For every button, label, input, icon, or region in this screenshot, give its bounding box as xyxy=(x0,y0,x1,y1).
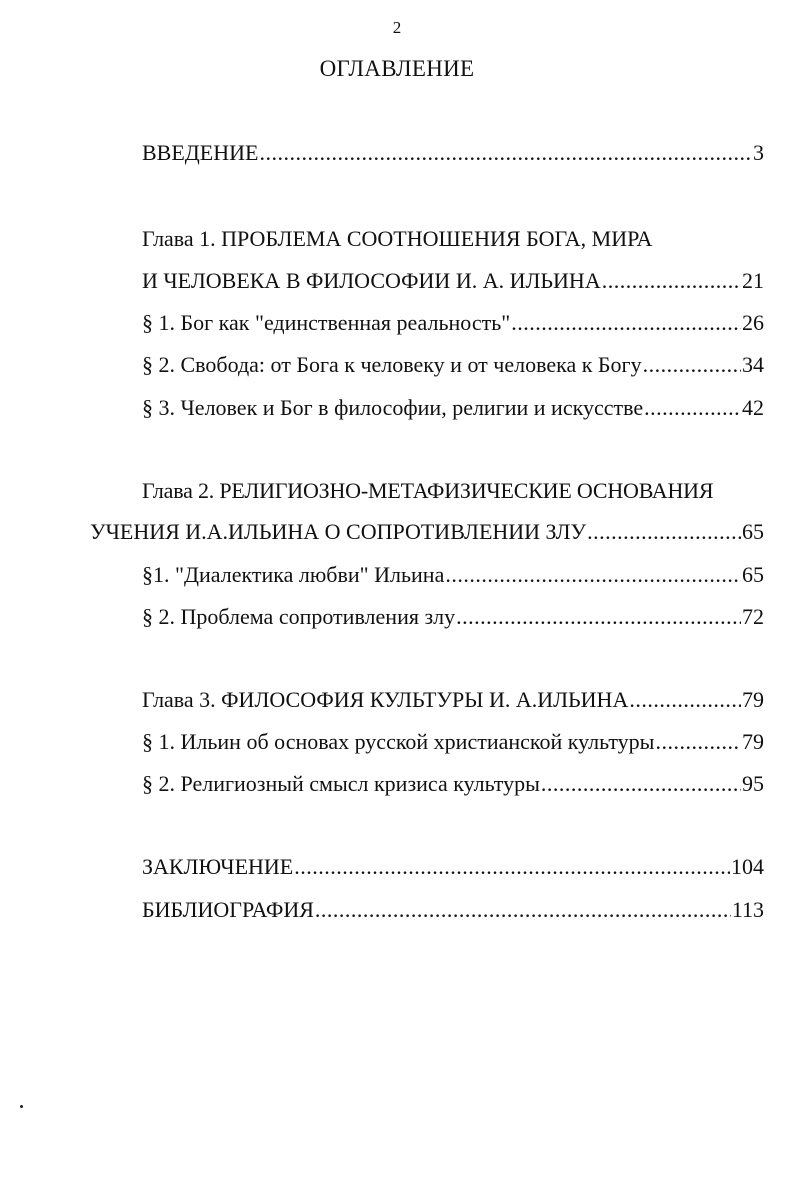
toc-entry-text: § 2. Свобода: от Бога к человеку и от человека к Богу xyxy=(142,352,642,377)
toc-entry-page: 3 xyxy=(753,140,764,165)
toc-chapter1-heading: Глава 1. ПРОБЛЕМА СООТНОШЕНИЯ БОГА, МИРА xyxy=(142,226,653,251)
toc-entry-text: § 3. Человек и Бог в философии, религии и искусстве xyxy=(142,395,644,420)
toc-entry-page: 26 xyxy=(742,310,764,335)
toc-entry-text: ЗАКЛЮЧЕНИЕ xyxy=(142,854,294,879)
toc-entry-page: 113 xyxy=(731,897,764,922)
dot-leader xyxy=(644,395,741,421)
toc-entry-text: § 1. Бог как "единственная реальность" xyxy=(142,310,511,335)
toc-entry-text: § 2. Религиозный смысл кризиса культуры xyxy=(142,771,540,796)
toc-entry-chapter1-section3[interactable] xyxy=(142,395,764,421)
page-title: ОГЛАВЛЕНИЕ xyxy=(319,56,475,81)
toc-entry-page: 65 xyxy=(742,562,764,587)
toc-entry-page: 65 xyxy=(742,519,764,544)
toc-entry-text: § 2. Проблема сопротивления злу xyxy=(142,604,456,629)
toc-entry-text: Глава 3. ФИЛОСОФИЯ КУЛЬТУРЫ И. А.ИЛЬИНА xyxy=(142,687,629,712)
dot-leader xyxy=(259,140,752,166)
toc-entry-chapter3-section2[interactable] xyxy=(142,771,764,797)
toc-entry-chapter1-section1[interactable] xyxy=(142,310,764,336)
toc-entry-page: 34 xyxy=(742,352,764,377)
dot-leader xyxy=(456,604,741,630)
dot-leader xyxy=(445,562,741,588)
dot-leader xyxy=(294,854,730,880)
toc-entry-page: 72 xyxy=(742,604,764,629)
toc-entry-chapter3-section1[interactable] xyxy=(142,729,764,755)
toc-entry-page: 42 xyxy=(742,395,764,420)
dot-leader xyxy=(511,310,741,336)
toc-entry-page: 21 xyxy=(742,268,764,293)
toc-entry-text: И ЧЕЛОВЕКА В ФИЛОСОФИИ И. А. ИЛЬИНА xyxy=(142,268,601,293)
toc-entry-text: ВВЕДЕНИЕ xyxy=(142,140,259,165)
toc-entry-page: 79 xyxy=(742,687,764,712)
toc-entry-page: 104 xyxy=(731,854,764,879)
toc-entry-text: УЧЕНИЯ И.А.ИЛЬИНА О СОПРОТИВЛЕНИИ ЗЛУ xyxy=(90,519,587,544)
dot-leader xyxy=(315,897,731,923)
dot-leader xyxy=(541,771,741,797)
toc-entry-bibliography[interactable] xyxy=(142,897,764,923)
toc-entry-introduction[interactable] xyxy=(142,140,764,166)
page-number: 2 xyxy=(392,18,402,37)
dot-leader xyxy=(629,687,741,713)
toc-entry-page: 79 xyxy=(742,729,764,754)
scan-speck xyxy=(20,1105,23,1108)
toc-entry-chapter2[interactable] xyxy=(90,519,764,545)
toc-entry-conclusion[interactable] xyxy=(142,854,764,880)
toc-entry-chapter2-section2[interactable] xyxy=(142,604,764,630)
toc-entry-text: БИБЛИОГРАФИЯ xyxy=(142,897,314,922)
dot-leader xyxy=(587,519,741,545)
toc-entry-chapter2-section1[interactable] xyxy=(142,562,764,588)
dot-leader xyxy=(643,352,741,378)
toc-entry-chapter3[interactable] xyxy=(142,687,764,713)
toc-entry-text: § 1. Ильин об основах русской христианской культуры xyxy=(142,729,655,754)
toc-entry-chapter1[interactable] xyxy=(142,268,764,294)
dot-leader xyxy=(655,729,741,755)
toc-chapter2-heading: Глава 2. РЕЛИГИОЗНО-МЕТАФИЗИЧЕСКИЕ ОСНОВАНИЯ xyxy=(142,478,714,503)
toc-entry-page: 95 xyxy=(742,771,764,796)
toc-entry-text: §1. "Диалектика любви" Ильина xyxy=(142,562,445,587)
toc-entry-chapter1-section2[interactable] xyxy=(142,352,764,378)
dot-leader xyxy=(602,268,741,294)
